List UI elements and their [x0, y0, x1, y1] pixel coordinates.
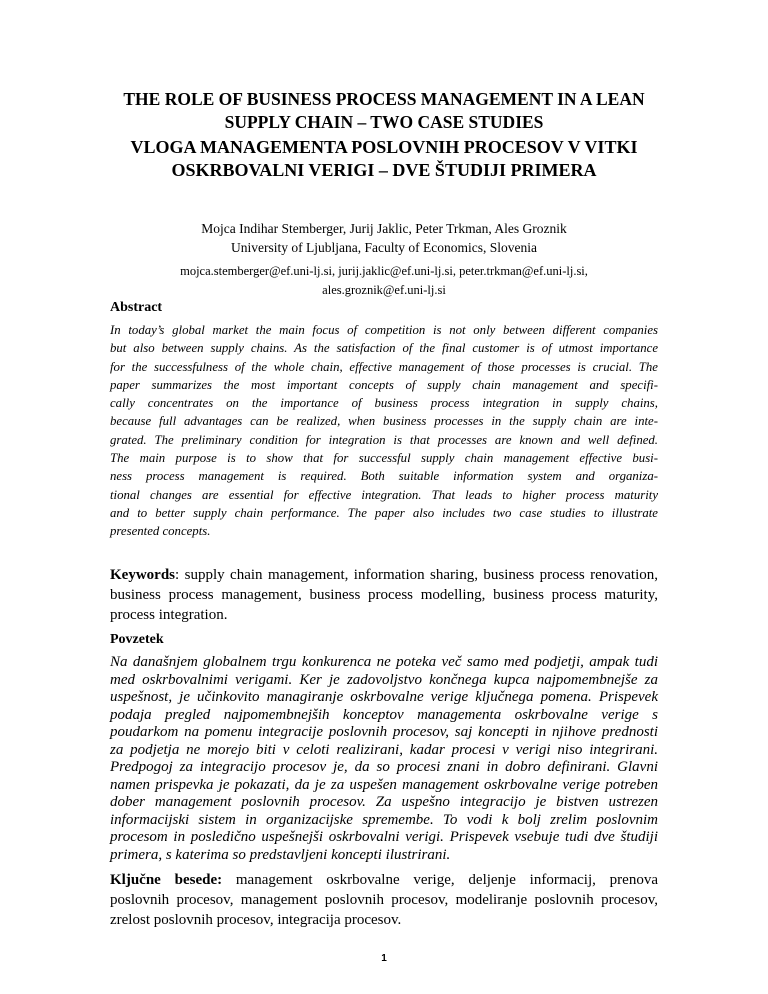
text-line: In today’s global market the main focus of competition is not only between different companies	[110, 323, 658, 337]
title-english	[110, 88, 658, 134]
text-line: grated. The preliminary condition for integration is that processes are known and well defined.	[110, 432, 658, 447]
kljucne-text: management oskrbovalne verige, deljenje informacij, prenova	[222, 872, 658, 888]
text-line: ness process management is required. Both suitable information system and organiza-	[110, 469, 658, 484]
text-line: za podjetja ne morejo biti v celoti realizirani, kadar procesi v verigi niso integrirani.	[110, 741, 658, 758]
abstract-body	[110, 321, 658, 541]
emails	[110, 262, 658, 300]
title-slovenian	[110, 136, 658, 182]
affiliation: University of Ljubljana, Faculty of Economics, Slovenia	[231, 240, 537, 255]
title-line: VLOGA MANAGEMENTA POSLOVNIH PROCESOV V VITKI	[130, 137, 638, 157]
email-line: ales.groznik@ef.uni-lj.si	[322, 283, 446, 297]
keywords-text: : supply chain management, information sharing, business process renovation,	[175, 567, 658, 583]
povzetek-heading: Povzetek	[110, 632, 164, 647]
text-line: Predpogoj za integracijo procesov je, da so procesi znani in dobro definirani. Glavni	[110, 759, 658, 775]
text-line: primera, s katerima so predstavljeni koncepti ilustrirani.	[110, 846, 451, 863]
kljucne-text: zrelost poslovnih procesov, integracija procesov.	[110, 912, 402, 928]
title-line: OSKRBOVALNI VERIGI – DVE ŠTUDIJI PRIMERA	[171, 160, 597, 180]
text-line: presented concepts.	[110, 524, 211, 539]
text-line: and to better supply chain performance. The paper also includes two case studies to illustrate	[110, 505, 658, 520]
text-line: informacijski sistem in organizacijske spremembe. To vodi k bolj zrelim poslovnim	[110, 811, 658, 828]
keywords	[110, 565, 658, 625]
text-line: cally concentrates on the importance of business process integration in supply chains,	[110, 396, 658, 411]
text-line: podaja pregled najpomembnejših konceptov managementa oskrbovalne verige s	[110, 706, 658, 723]
email-line: mojca.stemberger@ef.uni-lj.si, jurij.jaklic@ef.uni-lj.si, peter.trkman@ef.uni-lj.si,	[180, 264, 588, 278]
kljucne-label: Ključne besede:	[110, 872, 223, 888]
text-line: Na današnjem globalnem trgu konkurenca ne poteka več samo med podjetji, ampak tudi	[110, 654, 658, 670]
kljucne-text: poslovnih procesov, management poslovnih procesov, modeliranje poslovnih procesov,	[110, 892, 658, 908]
text-line: procesom in posledično uspešnejši oskrbovalni verigi. Prispevek vsebuje tudi dve študiji	[110, 829, 658, 845]
abstract-heading: Abstract	[110, 300, 163, 315]
text-line: dober management poslovnih procesov. Za uspešno integracijo je bistven ustrezen	[110, 794, 658, 810]
text-line: med oskrbovalnimi verigami. Ker je zadovoljstvo končnega kupca najpomembnejše za	[110, 671, 658, 688]
text-line: but also between supply chains. As the satisfaction of the final customer is of utmost importance	[110, 341, 658, 356]
kljucne-besede	[110, 870, 658, 930]
text-line: tional changes are essential for effective integration. That leads to higher process maturity	[110, 487, 658, 502]
text-line: The main purpose is to show that for successful supply chain management effective busi-	[110, 451, 658, 466]
author-block	[110, 219, 658, 257]
keywords-label: Keywords	[110, 567, 175, 583]
povzetek-body	[110, 654, 658, 864]
text-line: namen prispevka je pokazati, da je za uspešen management oskrbovalne verige potreben	[110, 776, 658, 793]
keywords-text: process integration.	[110, 607, 228, 623]
title-line: THE ROLE OF BUSINESS PROCESS MANAGEMENT IN A LEAN	[123, 89, 645, 109]
text-line: because full advantages can be realized, when business processes in the supply chain are inte-	[110, 414, 658, 429]
authors: Mojca Indihar Stemberger, Jurij Jaklic, Peter Trkman, Ales Groznik	[201, 221, 567, 236]
text-line: for the successfulness of the whole chain, effective management of those processes is crucial. The	[110, 359, 658, 374]
title-line: SUPPLY CHAIN – TWO CASE STUDIES	[224, 112, 544, 132]
keywords-text: business process management, business process modelling, business process maturity,	[110, 587, 658, 603]
text-line: uspešnost, je učinkovito managiranje oskrbovalne verige ključnega pomena. Prispevek	[110, 689, 658, 705]
text-line: paper summarizes the most important concepts of supply chain management and specifi-	[110, 377, 658, 392]
page-number: 1	[381, 953, 387, 964]
text-line: poudarkom na pomenu integracije poslovnih procesov, saj koncepti in njihove prednosti	[110, 724, 658, 740]
